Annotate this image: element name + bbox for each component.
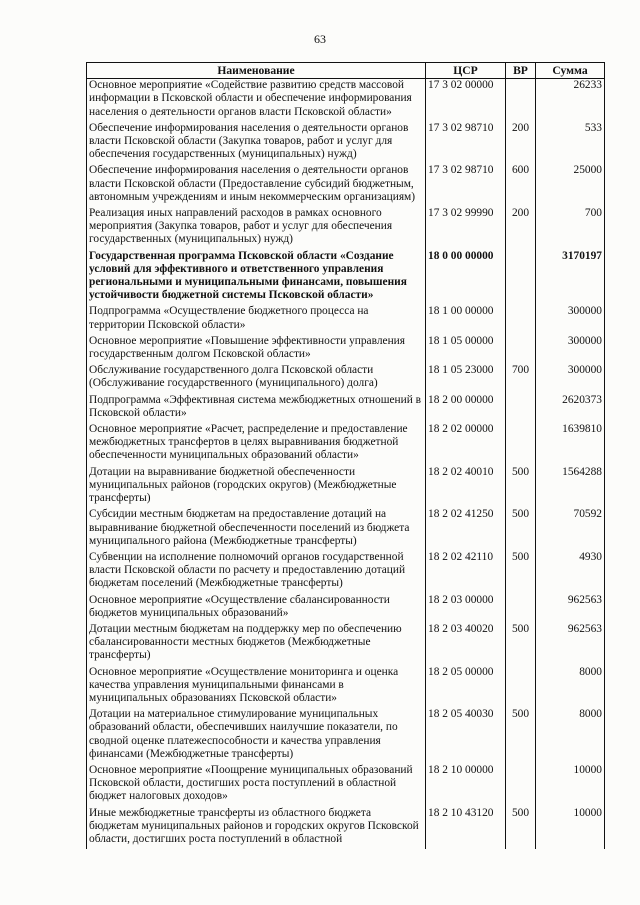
table-row <box>87 335 605 364</box>
table-row <box>87 594 605 623</box>
row-sum: 10000 <box>536 807 605 850</box>
row-vr: 500 <box>506 708 536 764</box>
row-csr: 18 2 10 43120 <box>426 807 506 850</box>
row-name: Дотации на материальное стимулирование муниципальных образований области, обеспечивших наилучшие показатели, по сводной оценке платежеспособности и качества управления финансами (Межбюджетные трансферты) <box>87 708 426 764</box>
row-name: Основное мероприятие «Содействие развитию средств массовой информации в Псковской области и обеспечение информирования населения о деятельности органов власти Псковской области» <box>87 79 426 122</box>
row-sum: 300000 <box>536 305 605 334</box>
table-row <box>87 666 605 709</box>
table-row <box>87 708 605 764</box>
table-row <box>87 551 605 594</box>
row-csr: 17 3 02 98710 <box>426 122 506 165</box>
row-sum: 3170197 <box>536 250 605 306</box>
row-name: Подпрограмма «Эффективная система межбюджетных отношений в Псковской области» <box>87 394 426 423</box>
row-sum: 533 <box>536 122 605 165</box>
row-vr: 200 <box>506 122 536 165</box>
table-row <box>87 364 605 393</box>
row-name: Обслуживание государственного долга Псковской области (Обслуживание государственного (муниципального) долга) <box>87 364 426 393</box>
row-csr: 17 3 02 99990 <box>426 207 506 250</box>
row-sum: 26233 <box>536 79 605 122</box>
row-csr: 17 3 02 00000 <box>426 79 506 122</box>
header-name: Наименование <box>87 63 426 79</box>
row-name: Основное мероприятие «Осуществление сбалансированности бюджетов муниципальных образований» <box>87 594 426 623</box>
row-name: Основное мероприятие «Осуществление мониторинга и оценка качества управления муниципальными финансами в муниципальных образованиях Псковской области» <box>87 666 426 709</box>
row-vr <box>506 666 536 709</box>
row-vr: 500 <box>506 508 536 551</box>
row-sum: 25000 <box>536 164 605 207</box>
row-csr: 18 1 00 00000 <box>426 305 506 334</box>
table-row <box>87 623 605 666</box>
row-csr: 18 1 05 00000 <box>426 335 506 364</box>
row-vr <box>506 764 536 807</box>
row-csr: 18 2 05 40030 <box>426 708 506 764</box>
row-vr <box>506 423 536 466</box>
row-csr: 18 2 02 40010 <box>426 466 506 509</box>
table-row <box>87 250 605 306</box>
row-sum: 1564288 <box>536 466 605 509</box>
row-sum: 2620373 <box>536 394 605 423</box>
row-sum: 300000 <box>536 335 605 364</box>
row-sum: 70592 <box>536 508 605 551</box>
row-vr: 500 <box>506 466 536 509</box>
table-body <box>87 79 605 849</box>
page-number: 63 <box>314 32 326 46</box>
row-name: Основное мероприятие «Поощрение муниципальных образований Псковской области, достигших роста поступлений в областной бюджет налоговых доходов» <box>87 764 426 807</box>
row-name: Подпрограмма «Осуществление бюджетного процесса на территории Псковской области» <box>87 305 426 334</box>
row-vr: 500 <box>506 807 536 850</box>
row-vr <box>506 305 536 334</box>
row-sum: 1639810 <box>536 423 605 466</box>
header-sum: Сумма <box>536 63 605 79</box>
row-sum: 962563 <box>536 594 605 623</box>
header-csr: ЦСР <box>426 63 506 79</box>
row-sum: 4930 <box>536 551 605 594</box>
row-name: Обеспечение информирования населения о деятельности органов власти Псковской области (Закупка товаров, работ и услуг для обеспечения государственных (муниципальных) нужд) <box>87 122 426 165</box>
table-row <box>87 79 605 122</box>
row-name: Субвенции на исполнение полномочий органов государственной власти Псковской области по расчету и предоставлению дотаций бюджетам поселений (Межбюджетные трансферты) <box>87 551 426 594</box>
row-csr: 18 2 02 42110 <box>426 551 506 594</box>
row-name: Государственная программа Псковской области «Создание условий для эффективного и ответственного управления региональными и муниципальными финансами, повышения устойчивости бюджетной системы Псковской области» <box>87 250 426 306</box>
row-vr <box>506 79 536 122</box>
row-csr: 18 2 03 40020 <box>426 623 506 666</box>
row-name: Основное мероприятие «Повышение эффективности управления государственным долгом Псковской области» <box>87 335 426 364</box>
row-sum: 300000 <box>536 364 605 393</box>
row-vr: 700 <box>506 364 536 393</box>
row-name: Дотации на выравнивание бюджетной обеспеченности муниципальных районов (городских округов) (Межбюджетные трансферты) <box>87 466 426 509</box>
row-csr: 18 2 02 41250 <box>426 508 506 551</box>
row-csr: 17 3 02 98710 <box>426 164 506 207</box>
table-row <box>87 423 605 466</box>
row-name: Субсидии местным бюджетам на предоставление дотаций на выравнивание бюджетной обеспеченности поселений из бюджета муниципального района (Межбюджетные трансферты) <box>87 508 426 551</box>
row-name: Иные межбюджетные трансферты из областного бюджета бюджетам муниципальных районов и городских округов Псковской области, достигших роста поступлений в областной <box>87 807 426 850</box>
row-csr: 18 2 00 00000 <box>426 394 506 423</box>
row-vr: 200 <box>506 207 536 250</box>
row-csr: 18 2 10 00000 <box>426 764 506 807</box>
row-name: Основное мероприятие «Расчет, распределение и предоставление межбюджетных трансфертов в целях выравнивания бюджетной обеспеченности муниципальных образований области» <box>87 423 426 466</box>
row-vr: 600 <box>506 164 536 207</box>
row-name: Обеспечение информирования населения о деятельности органов власти Псковской области (Предоставление субсидий бюджетным, автономным учреждениям и иным некоммерческим организациям) <box>87 164 426 207</box>
table-row <box>87 122 605 165</box>
row-vr <box>506 335 536 364</box>
table-row <box>87 207 605 250</box>
row-sum: 8000 <box>536 666 605 709</box>
table-row <box>87 164 605 207</box>
row-sum: 10000 <box>536 764 605 807</box>
table-row <box>87 466 605 509</box>
row-name: Дотации местным бюджетам на поддержку мер по обеспечению сбалансированности местных бюджетов (Межбюджетные трансферты) <box>87 623 426 666</box>
row-vr: 500 <box>506 551 536 594</box>
table-row <box>87 807 605 850</box>
budget-table <box>86 62 605 849</box>
table-row <box>87 394 605 423</box>
table-header-row <box>87 63 605 79</box>
table-row <box>87 764 605 807</box>
row-sum: 962563 <box>536 623 605 666</box>
row-csr: 18 2 03 00000 <box>426 594 506 623</box>
row-csr: 18 2 02 00000 <box>426 423 506 466</box>
row-sum: 8000 <box>536 708 605 764</box>
row-vr <box>506 394 536 423</box>
header-vr: ВР <box>506 63 536 79</box>
table-row <box>87 508 605 551</box>
row-csr: 18 0 00 00000 <box>426 250 506 306</box>
row-vr: 500 <box>506 623 536 666</box>
row-vr <box>506 594 536 623</box>
row-sum: 700 <box>536 207 605 250</box>
table-row <box>87 305 605 334</box>
row-name: Реализация иных направлений расходов в рамках основного мероприятия (Закупка товаров, работ и услуг для обеспечения государственных (муниципальных) нужд) <box>87 207 426 250</box>
row-vr <box>506 250 536 306</box>
row-csr: 18 2 05 00000 <box>426 666 506 709</box>
row-csr: 18 1 05 23000 <box>426 364 506 393</box>
